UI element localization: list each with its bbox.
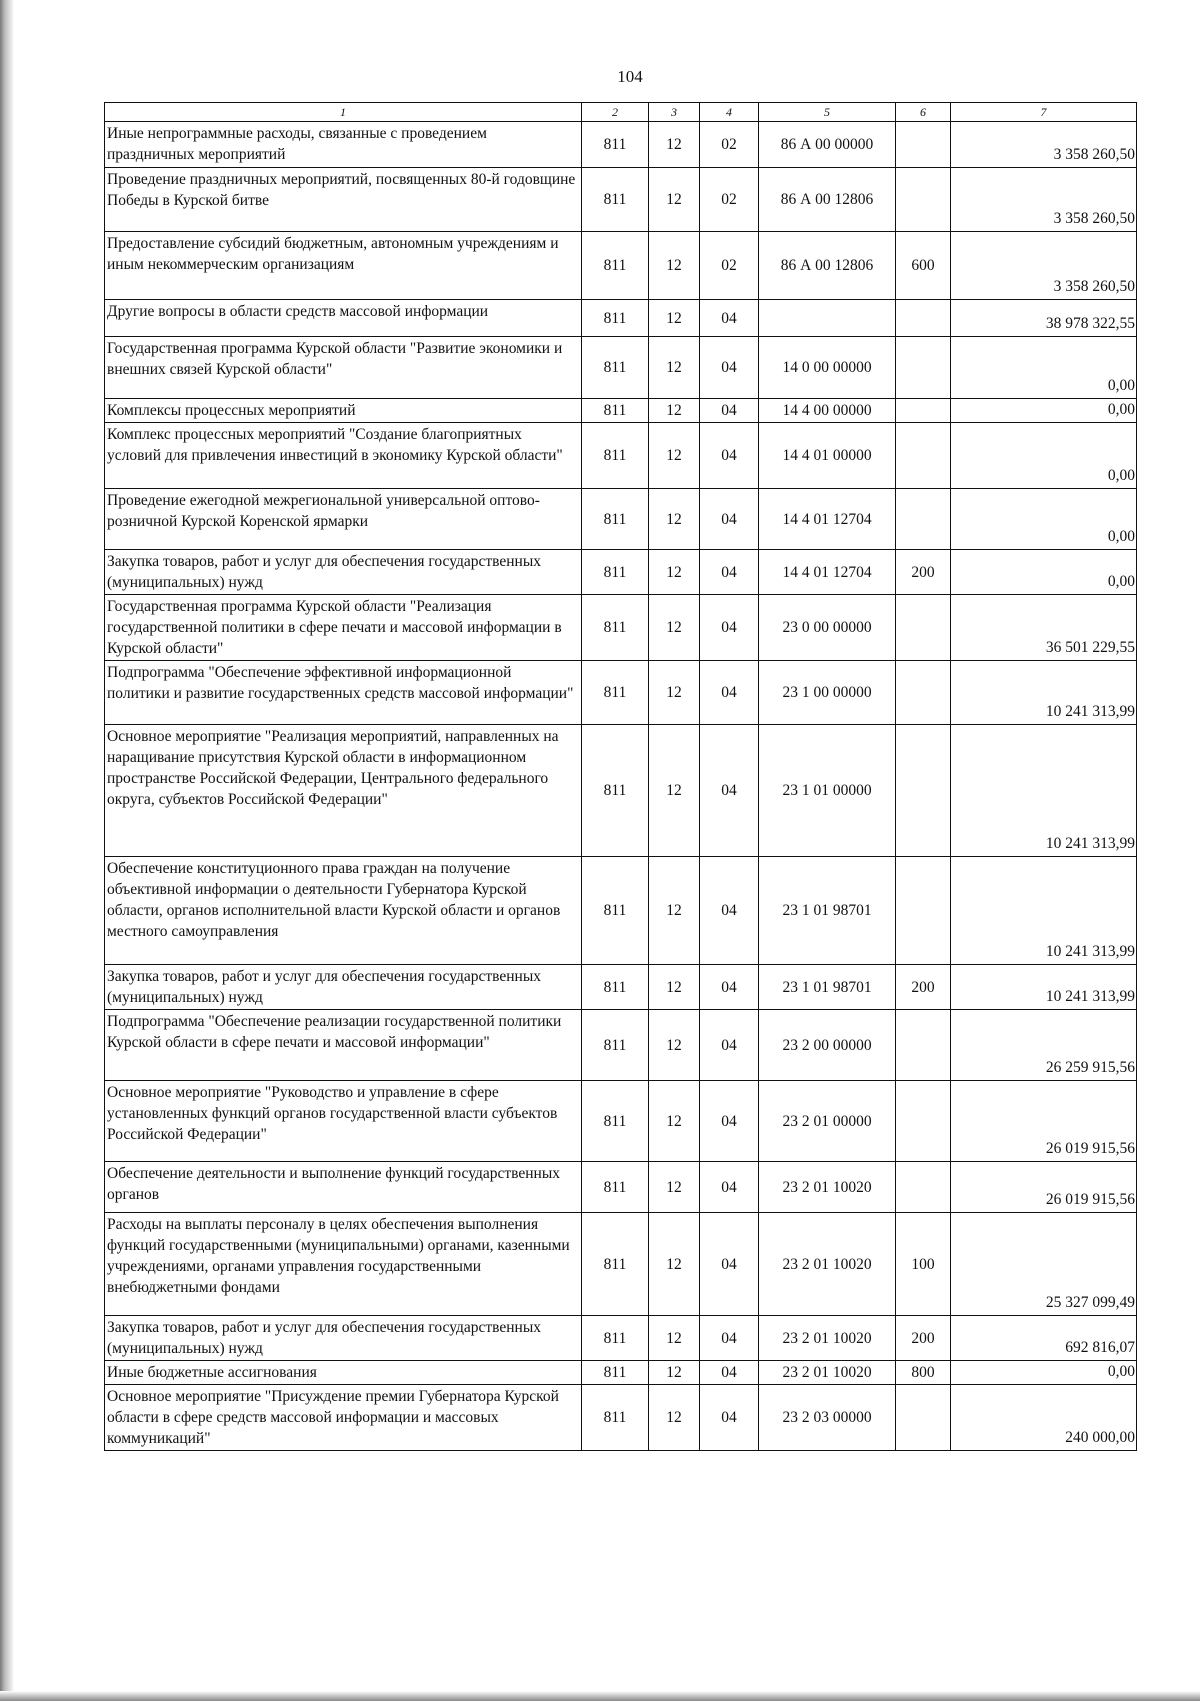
row-section-code: 12 xyxy=(649,1081,700,1162)
row-section-code: 12 xyxy=(649,423,700,489)
row-amount: 0,00 xyxy=(951,399,1137,423)
row-gr-code: 811 xyxy=(582,1081,649,1162)
row-amount: 0,00 xyxy=(951,337,1137,399)
row-amount: 240 000,00 xyxy=(951,1385,1137,1451)
row-expense-type xyxy=(896,725,951,857)
table-row xyxy=(105,1213,1137,1316)
row-target-article: 23 2 01 10020 xyxy=(759,1361,896,1385)
table-row xyxy=(105,122,1137,168)
column-header: 4 xyxy=(700,103,759,122)
page-number: 104 xyxy=(617,67,643,86)
row-gr-code: 811 xyxy=(582,1010,649,1081)
row-subsection-code: 04 xyxy=(700,550,759,595)
row-amount: 26 259 915,56 xyxy=(951,1010,1137,1081)
row-subsection-code: 04 xyxy=(700,661,759,725)
row-gr-code: 811 xyxy=(582,232,649,300)
row-expense-type xyxy=(896,857,951,965)
row-name: Проведение праздничных мероприятий, посвященных 80-й годовщине Победы в Курской битве xyxy=(105,168,582,232)
row-name: Закупка товаров, работ и услуг для обеспечения государственных (муниципальных) нужд xyxy=(105,965,582,1010)
row-target-article: 23 2 01 00000 xyxy=(759,1081,896,1162)
row-section-code: 12 xyxy=(649,725,700,857)
row-amount: 36 501 229,55 xyxy=(951,595,1137,661)
row-subsection-code: 04 xyxy=(700,1213,759,1316)
row-expense-type: 200 xyxy=(896,965,951,1010)
budget-table xyxy=(104,102,1137,1451)
row-expense-type xyxy=(896,168,951,232)
table-row xyxy=(105,550,1137,595)
row-gr-code: 811 xyxy=(582,122,649,168)
row-section-code: 12 xyxy=(649,550,700,595)
row-subsection-code: 02 xyxy=(700,232,759,300)
table-row xyxy=(105,661,1137,725)
column-header: 5 xyxy=(759,103,896,122)
row-target-article: 14 0 00 00000 xyxy=(759,337,896,399)
row-amount: 0,00 xyxy=(951,423,1137,489)
row-target-article: 14 4 00 00000 xyxy=(759,399,896,423)
row-section-code: 12 xyxy=(649,1162,700,1213)
table-body xyxy=(105,122,1137,1451)
row-subsection-code: 04 xyxy=(700,1010,759,1081)
row-expense-type: 200 xyxy=(896,1316,951,1361)
table-row xyxy=(105,489,1137,550)
row-subsection-code: 04 xyxy=(700,423,759,489)
row-gr-code: 811 xyxy=(582,1361,649,1385)
column-header: 6 xyxy=(896,103,951,122)
row-subsection-code: 04 xyxy=(700,1162,759,1213)
table-row xyxy=(105,399,1137,423)
row-section-code: 12 xyxy=(649,857,700,965)
row-section-code: 12 xyxy=(649,232,700,300)
row-expense-type xyxy=(896,661,951,725)
row-name: Государственная программа Курской области "Реализация государственной политики в сфере печати и массовой информации в Курской области" xyxy=(105,595,582,661)
row-gr-code: 811 xyxy=(582,423,649,489)
row-amount: 10 241 313,99 xyxy=(951,725,1137,857)
row-name: Основное мероприятие "Присуждение премии Губернатора Курской области в сфере средств массовой информации и массовых коммуникаций" xyxy=(105,1385,582,1451)
column-header: 1 xyxy=(105,103,582,122)
table-row xyxy=(105,1361,1137,1385)
row-amount: 3 358 260,50 xyxy=(951,232,1137,300)
row-gr-code: 811 xyxy=(582,1385,649,1451)
row-gr-code: 811 xyxy=(582,661,649,725)
table-row xyxy=(105,725,1137,857)
row-expense-type xyxy=(896,1010,951,1081)
row-target-article: 23 1 01 00000 xyxy=(759,725,896,857)
row-name: Иные непрограммные расходы, связанные с проведением праздничных мероприятий xyxy=(105,122,582,168)
row-target-article: 23 1 01 98701 xyxy=(759,965,896,1010)
row-name: Подпрограмма "Обеспечение реализации государственной политики Курской области в сфере печати и массовой информации" xyxy=(105,1010,582,1081)
row-name: Комплекс процессных мероприятий "Создание благоприятных условий для привлечения инвестиций в экономику Курской области" xyxy=(105,423,582,489)
row-name: Проведение ежегодной межрегиональной универсальной оптово-розничной Курской Коренской ярмарки xyxy=(105,489,582,550)
table-row xyxy=(105,857,1137,965)
table-row xyxy=(105,1316,1137,1361)
row-expense-type xyxy=(896,595,951,661)
row-section-code: 12 xyxy=(649,300,700,337)
row-section-code: 12 xyxy=(649,661,700,725)
row-expense-type xyxy=(896,122,951,168)
row-name: Другие вопросы в области средств массовой информации xyxy=(105,300,582,337)
row-name: Основное мероприятие "Руководство и управление в сфере установленных функций органов государственной власти субъектов Российской Федерации" xyxy=(105,1081,582,1162)
row-amount: 692 816,07 xyxy=(951,1316,1137,1361)
row-name: Расходы на выплаты персоналу в целях обеспечения выполнения функций государственными (муниципальными) органами, казенными учреждениями, органами управления государственными внебюджетными фондами xyxy=(105,1213,582,1316)
row-name: Государственная программа Курской области "Развитие экономики и внешних связей Курской области" xyxy=(105,337,582,399)
table-row xyxy=(105,1081,1137,1162)
row-subsection-code: 04 xyxy=(700,399,759,423)
table-row xyxy=(105,1385,1137,1451)
row-expense-type xyxy=(896,489,951,550)
row-amount: 0,00 xyxy=(951,550,1137,595)
row-subsection-code: 04 xyxy=(700,965,759,1010)
row-name: Предоставление субсидий бюджетным, автономным учреждениям и иным некоммерческим организациям xyxy=(105,232,582,300)
row-target-article: 23 0 00 00000 xyxy=(759,595,896,661)
table-row xyxy=(105,965,1137,1010)
row-subsection-code: 04 xyxy=(700,595,759,661)
row-subsection-code: 04 xyxy=(700,1081,759,1162)
row-section-code: 12 xyxy=(649,595,700,661)
row-subsection-code: 04 xyxy=(700,1361,759,1385)
row-section-code: 12 xyxy=(649,1316,700,1361)
row-target-article: 14 4 01 00000 xyxy=(759,423,896,489)
row-subsection-code: 04 xyxy=(700,1316,759,1361)
row-expense-type xyxy=(896,300,951,337)
row-amount: 0,00 xyxy=(951,489,1137,550)
row-subsection-code: 04 xyxy=(700,489,759,550)
row-name: Подпрограмма "Обеспечение эффективной информационной политики и развитие государственных средств массовой информации" xyxy=(105,661,582,725)
table-row xyxy=(105,232,1137,300)
table-row xyxy=(105,337,1137,399)
row-section-code: 12 xyxy=(649,399,700,423)
row-section-code: 12 xyxy=(649,1361,700,1385)
row-target-article: 23 2 01 10020 xyxy=(759,1162,896,1213)
row-section-code: 12 xyxy=(649,489,700,550)
row-name: Закупка товаров, работ и услуг для обеспечения государственных (муниципальных) нужд xyxy=(105,1316,582,1361)
scan-edge-bottom xyxy=(0,1691,1200,1701)
row-gr-code: 811 xyxy=(582,550,649,595)
table-row xyxy=(105,1162,1137,1213)
row-amount: 26 019 915,56 xyxy=(951,1081,1137,1162)
row-amount: 38 978 322,55 xyxy=(951,300,1137,337)
table-row xyxy=(105,423,1137,489)
row-amount: 0,00 xyxy=(951,1361,1137,1385)
row-target-article: 23 2 01 10020 xyxy=(759,1213,896,1316)
row-gr-code: 811 xyxy=(582,337,649,399)
column-header: 3 xyxy=(649,103,700,122)
table-row xyxy=(105,168,1137,232)
row-name: Основное мероприятие "Реализация мероприятий, направленных на наращивание присутствия Курской области в информационном пространстве Российской Федерации, Центрального федерального округа, субъектов Российской Федерации" xyxy=(105,725,582,857)
row-gr-code: 811 xyxy=(582,1213,649,1316)
row-name: Обеспечение деятельности и выполнение функций государственных органов xyxy=(105,1162,582,1213)
row-section-code: 12 xyxy=(649,337,700,399)
row-gr-code: 811 xyxy=(582,399,649,423)
row-target-article: 14 4 01 12704 xyxy=(759,550,896,595)
row-amount: 10 241 313,99 xyxy=(951,965,1137,1010)
row-name: Комплексы процессных мероприятий xyxy=(105,399,582,423)
table-row xyxy=(105,1010,1137,1081)
row-gr-code: 811 xyxy=(582,725,649,857)
row-gr-code: 811 xyxy=(582,168,649,232)
row-expense-type xyxy=(896,423,951,489)
row-gr-code: 811 xyxy=(582,1316,649,1361)
row-expense-type xyxy=(896,1162,951,1213)
header-row xyxy=(105,103,1137,122)
row-expense-type: 600 xyxy=(896,232,951,300)
row-target-article: 86 А 00 00000 xyxy=(759,122,896,168)
row-expense-type xyxy=(896,399,951,423)
row-gr-code: 811 xyxy=(582,1162,649,1213)
row-section-code: 12 xyxy=(649,1213,700,1316)
scan-edge-left xyxy=(0,0,14,1701)
row-subsection-code: 04 xyxy=(700,300,759,337)
row-expense-type xyxy=(896,1385,951,1451)
row-gr-code: 811 xyxy=(582,300,649,337)
row-target-article xyxy=(759,300,896,337)
row-subsection-code: 04 xyxy=(700,337,759,399)
row-subsection-code: 04 xyxy=(700,725,759,857)
column-header: 7 xyxy=(951,103,1137,122)
column-header: 2 xyxy=(582,103,649,122)
row-target-article: 23 1 00 00000 xyxy=(759,661,896,725)
row-amount: 10 241 313,99 xyxy=(951,857,1137,965)
row-name: Закупка товаров, работ и услуг для обеспечения государственных (муниципальных) нужд xyxy=(105,550,582,595)
row-amount: 3 358 260,50 xyxy=(951,122,1137,168)
row-subsection-code: 02 xyxy=(700,168,759,232)
row-target-article: 86 А 00 12806 xyxy=(759,232,896,300)
row-section-code: 12 xyxy=(649,1385,700,1451)
row-expense-type xyxy=(896,1081,951,1162)
row-expense-type: 200 xyxy=(896,550,951,595)
row-name: Обеспечение конституционного права граждан на получение объективной информации о деятельности Губернатора Курской области, органов исполнительной власти Курской области и органов местного самоуправления xyxy=(105,857,582,965)
row-amount: 26 019 915,56 xyxy=(951,1162,1137,1213)
row-target-article: 14 4 01 12704 xyxy=(759,489,896,550)
table-row xyxy=(105,595,1137,661)
row-gr-code: 811 xyxy=(582,857,649,965)
row-expense-type xyxy=(896,337,951,399)
row-target-article: 23 2 03 00000 xyxy=(759,1385,896,1451)
row-target-article: 23 1 01 98701 xyxy=(759,857,896,965)
table-row xyxy=(105,300,1137,337)
row-section-code: 12 xyxy=(649,122,700,168)
row-name: Иные бюджетные ассигнования xyxy=(105,1361,582,1385)
row-expense-type: 100 xyxy=(896,1213,951,1316)
row-expense-type: 800 xyxy=(896,1361,951,1385)
row-subsection-code: 04 xyxy=(700,857,759,965)
row-section-code: 12 xyxy=(649,1010,700,1081)
row-target-article: 23 2 01 10020 xyxy=(759,1316,896,1361)
row-gr-code: 811 xyxy=(582,965,649,1010)
row-amount: 10 241 313,99 xyxy=(951,661,1137,725)
row-target-article: 86 А 00 12806 xyxy=(759,168,896,232)
row-amount: 25 327 099,49 xyxy=(951,1213,1137,1316)
row-subsection-code: 02 xyxy=(700,122,759,168)
row-subsection-code: 04 xyxy=(700,1385,759,1451)
row-section-code: 12 xyxy=(649,965,700,1010)
row-gr-code: 811 xyxy=(582,489,649,550)
row-amount: 3 358 260,50 xyxy=(951,168,1137,232)
row-gr-code: 811 xyxy=(582,595,649,661)
row-target-article: 23 2 00 00000 xyxy=(759,1010,896,1081)
row-section-code: 12 xyxy=(649,168,700,232)
